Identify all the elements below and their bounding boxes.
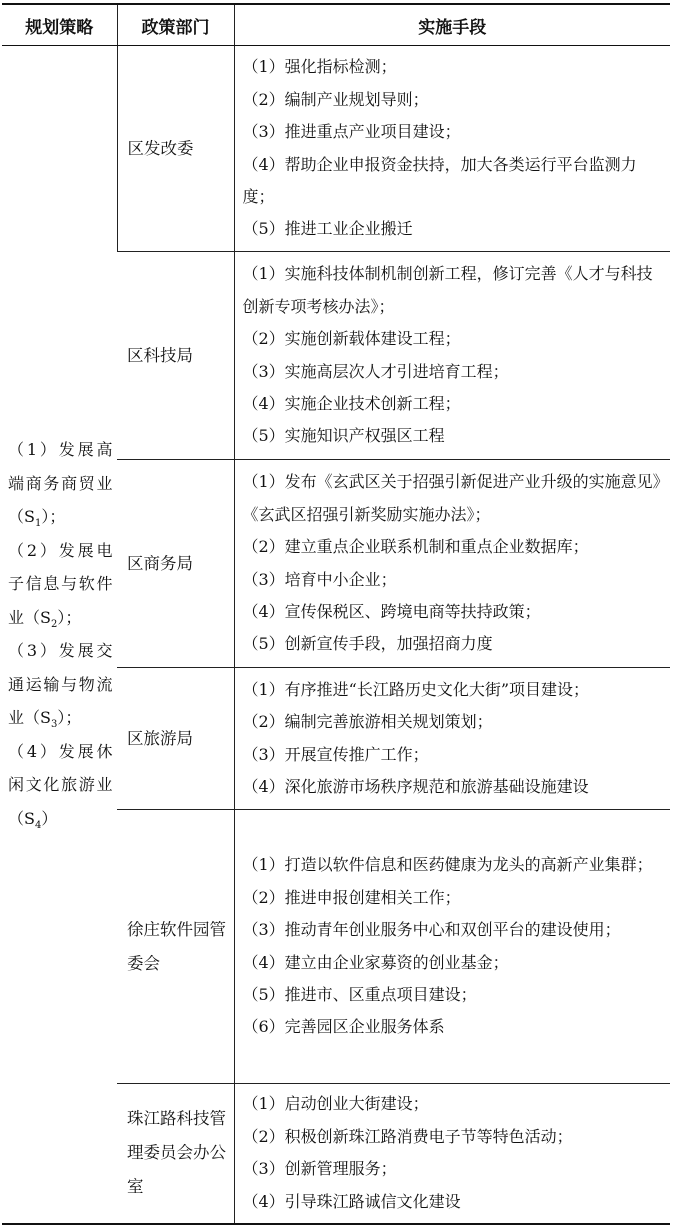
means-item: （3）推进重点产业项目建设； bbox=[242, 122, 461, 142]
means-item: （4）宣传保税区、跨境电商等扶持政策； bbox=[242, 601, 541, 621]
means-cell bbox=[234, 1084, 670, 1224]
means-item: （5）实施知识产权强区工程 bbox=[242, 426, 445, 446]
means-item: （4）建立由企业家募资的创业基金； bbox=[242, 952, 509, 972]
means-cell bbox=[234, 46, 670, 252]
means-item: （1）有序推进“长江路历史文化大街”项目建设； bbox=[242, 679, 590, 699]
means-item: （1）发布《玄武区关于招强引新促进产业升级的实施意见》《玄武区招强引新奖励实施办法》； bbox=[242, 472, 661, 524]
means-item: （4）实施企业技术创新工程； bbox=[242, 393, 461, 413]
means-item: （2）实施创新载体建设工程； bbox=[242, 329, 461, 349]
means-item: （1）强化指标检测； bbox=[242, 57, 397, 77]
means-item: （3）实施高层次人才引进培育工程； bbox=[242, 361, 509, 381]
header-strategy: 规划策略 bbox=[2, 4, 117, 46]
department-name: 徐庄软件园管委会 bbox=[117, 810, 234, 1084]
means-cell bbox=[234, 460, 670, 668]
means-cell bbox=[234, 810, 670, 1084]
policy-table bbox=[2, 3, 670, 1225]
table-row bbox=[2, 46, 670, 252]
department-name: 区科技局 bbox=[117, 252, 234, 460]
strategy-cell bbox=[2, 46, 117, 1224]
means-cell bbox=[234, 668, 670, 810]
strategy-item: （4）发展休闲文化旅游业$(S_4)$ bbox=[8, 741, 113, 831]
strategy-item: （1）发展高端商务商贸业$(S_1)$； bbox=[8, 440, 113, 530]
means-item: （4）帮助企业申报资金扶持，加大各类运行平台监测力度； bbox=[242, 154, 637, 206]
header-row bbox=[2, 4, 670, 46]
means-item: （3）开展宣传推广工作； bbox=[242, 744, 429, 764]
header-means: 实施手段 bbox=[234, 4, 670, 46]
means-item: （3）培育中小企业； bbox=[242, 569, 397, 589]
strategy-item: （3）发展交通运输与物流业$(S_3)$； bbox=[8, 641, 113, 731]
means-item: （6）完善园区企业服务体系 bbox=[242, 1017, 445, 1037]
means-item: （5）推进市、区重点项目建设； bbox=[242, 984, 477, 1004]
department-name: 区发改委 bbox=[117, 46, 234, 252]
means-cell bbox=[234, 252, 670, 460]
department-name: 珠江路科技管理委员会办公室 bbox=[117, 1084, 234, 1224]
means-item: （2）推进申报创建相关工作； bbox=[242, 887, 461, 907]
strategy-item: （2）发展电子信息与软件业$(S_2)$； bbox=[8, 540, 113, 630]
means-item: （2）编制完善旅游相关规划策划； bbox=[242, 712, 493, 732]
department-name: 区商务局 bbox=[117, 460, 234, 668]
means-item: （3）创新管理服务； bbox=[242, 1159, 397, 1179]
means-item: （2）积极创新珠江路消费电子节等特色活动； bbox=[242, 1126, 573, 1146]
means-item: （5）推进工业企业搬迁 bbox=[242, 219, 413, 239]
means-item: （4）引导珠江路诚信文化建设 bbox=[242, 1191, 461, 1211]
department-name: 区旅游局 bbox=[117, 668, 234, 810]
means-item: （5）创新宣传手段，加强招商力度 bbox=[242, 634, 493, 654]
means-item: （1）实施科技体制机制创新工程，修订完善《人才与科技创新专项考核办法》； bbox=[242, 264, 653, 316]
means-item: （3）推动青年创业服务中心和双创平台的建设使用； bbox=[242, 920, 621, 940]
means-item: （2）建立重点企业联系机制和重点企业数据库； bbox=[242, 537, 589, 557]
means-item: （4）深化旅游市场秩序规范和旅游基础设施建设 bbox=[242, 776, 589, 796]
means-item: （2）编制产业规划导则； bbox=[242, 89, 429, 109]
means-item: （1）打造以软件信息和医药健康为龙头的高新产业集群； bbox=[242, 855, 653, 875]
means-item: （1）启动创业大街建设； bbox=[242, 1094, 429, 1114]
header-department: 政策部门 bbox=[117, 4, 234, 46]
